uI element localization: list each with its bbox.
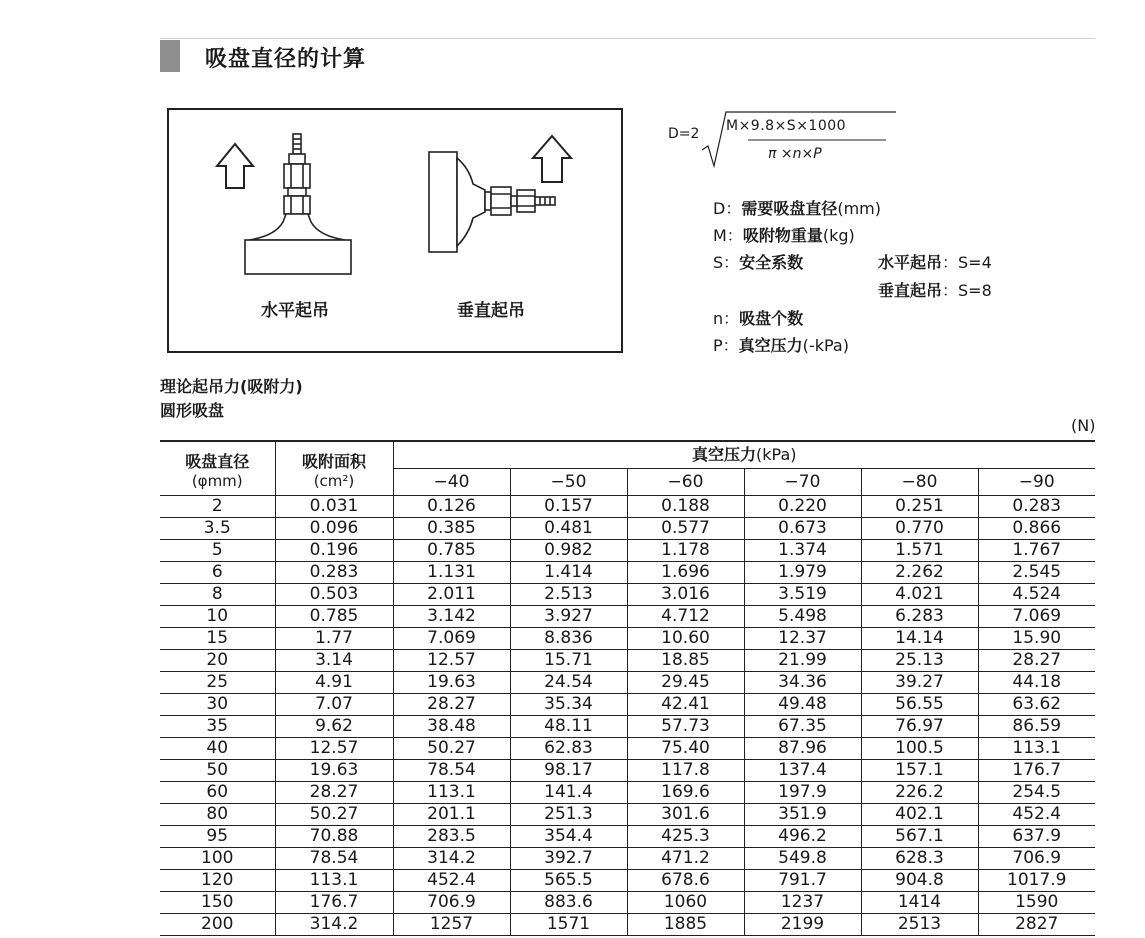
table-cell: 628.3 xyxy=(861,848,978,870)
table-cell: 2199 xyxy=(744,914,861,936)
table-cell: 25.13 xyxy=(861,650,978,672)
legend-n: n：吸盘个数 xyxy=(713,309,804,328)
table-cell: 2.011 xyxy=(393,584,510,606)
table-row xyxy=(160,892,1095,914)
table-cell: 9.62 xyxy=(275,716,393,738)
table-cell: 15.90 xyxy=(978,628,1095,650)
table-cell: 452.4 xyxy=(393,870,510,892)
table-cell: 1.374 xyxy=(744,540,861,562)
header-pressure-value: −60 xyxy=(627,469,744,496)
table-cell: 2513 xyxy=(861,914,978,936)
table-cell: 0.866 xyxy=(978,518,1095,540)
table-cell: 0.785 xyxy=(393,540,510,562)
legend-d: D：需要吸盘直径(mm) xyxy=(713,199,881,218)
table-cell: 392.7 xyxy=(510,848,627,870)
table-cell: 48.11 xyxy=(510,716,627,738)
table-cell: 3.142 xyxy=(393,606,510,628)
table-cell: 0.031 xyxy=(275,496,393,518)
table-cell: 150 xyxy=(160,892,275,914)
table-cell: 169.6 xyxy=(627,782,744,804)
table-cell: 0.503 xyxy=(275,584,393,606)
table-cell: 8.836 xyxy=(510,628,627,650)
table-cell: 0.481 xyxy=(510,518,627,540)
table-cell: 1.131 xyxy=(393,562,510,584)
table-cell: 0.385 xyxy=(393,518,510,540)
table-cell: 3.14 xyxy=(275,650,393,672)
section-subtitle: 圆形吸盘 xyxy=(160,401,225,420)
table-cell: 283.5 xyxy=(393,826,510,848)
table-cell: 50 xyxy=(160,760,275,782)
table-cell: 1.414 xyxy=(510,562,627,584)
table-cell: 549.8 xyxy=(744,848,861,870)
header-pressure-value: −90 xyxy=(978,469,1095,496)
table-row xyxy=(160,672,1095,694)
table-cell: 254.5 xyxy=(978,782,1095,804)
table-cell: 0.096 xyxy=(275,518,393,540)
table-cell: 19.63 xyxy=(275,760,393,782)
table-cell: 86.59 xyxy=(978,716,1095,738)
table-cell: 567.1 xyxy=(861,826,978,848)
table-row xyxy=(160,870,1095,892)
table-cell: 120 xyxy=(160,870,275,892)
table-cell: 78.54 xyxy=(393,760,510,782)
table-cell: 100.5 xyxy=(861,738,978,760)
table-cell: 1.767 xyxy=(978,540,1095,562)
legend-s-vertical: 垂直起吊：S=8 xyxy=(878,281,992,300)
table-cell: 0.982 xyxy=(510,540,627,562)
table-cell: 0.770 xyxy=(861,518,978,540)
table-cell: 402.1 xyxy=(861,804,978,826)
table-cell: 351.9 xyxy=(744,804,861,826)
table-row xyxy=(160,848,1095,870)
table-cell: 3.5 xyxy=(160,518,275,540)
table-row xyxy=(160,584,1095,606)
table-cell: 0.785 xyxy=(275,606,393,628)
table-cell: 80 xyxy=(160,804,275,826)
table-cell: 791.7 xyxy=(744,870,861,892)
table-cell: 7.069 xyxy=(393,628,510,650)
table-cell: 15 xyxy=(160,628,275,650)
table-cell: 301.6 xyxy=(627,804,744,826)
table-cell: 25 xyxy=(160,672,275,694)
table-cell: 60 xyxy=(160,782,275,804)
table-cell: 113.1 xyxy=(978,738,1095,760)
table-cell: 30 xyxy=(160,694,275,716)
title-accent-bar xyxy=(160,40,180,72)
table-cell: 0.283 xyxy=(275,562,393,584)
table-cell: 40 xyxy=(160,738,275,760)
table-cell: 28.27 xyxy=(275,782,393,804)
table-cell: 200 xyxy=(160,914,275,936)
table-cell: 4.021 xyxy=(861,584,978,606)
table-cell: 50.27 xyxy=(393,738,510,760)
top-rule xyxy=(160,38,1095,39)
table-cell: 226.2 xyxy=(861,782,978,804)
table-cell: 176.7 xyxy=(978,760,1095,782)
table-cell: 678.6 xyxy=(627,870,744,892)
table-cell: 251.3 xyxy=(510,804,627,826)
table-cell: 197.9 xyxy=(744,782,861,804)
table-cell: 12.57 xyxy=(393,650,510,672)
table-cell: 29.45 xyxy=(627,672,744,694)
table-cell: 7.069 xyxy=(978,606,1095,628)
table-cell: 176.7 xyxy=(275,892,393,914)
table-cell: 0.157 xyxy=(510,496,627,518)
table-cell: 6.283 xyxy=(861,606,978,628)
page-title: 吸盘直径的计算 xyxy=(205,47,367,72)
table-cell: 1017.9 xyxy=(978,870,1095,892)
header-pressure-value: −80 xyxy=(861,469,978,496)
table-cell: 1571 xyxy=(510,914,627,936)
table-cell: 1237 xyxy=(744,892,861,914)
table-row xyxy=(160,606,1095,628)
table-cell: 2.513 xyxy=(510,584,627,606)
vertical-cup-icon xyxy=(429,152,555,252)
table-row xyxy=(160,518,1095,540)
table-cell: 3.519 xyxy=(744,584,861,606)
table-cell: 49.48 xyxy=(744,694,861,716)
table-cell: 141.4 xyxy=(510,782,627,804)
table-cell: 354.4 xyxy=(510,826,627,848)
table-cell: 35.34 xyxy=(510,694,627,716)
table-cell: 5.498 xyxy=(744,606,861,628)
table-row xyxy=(160,804,1095,826)
formula-lhs: D=2 xyxy=(668,126,700,142)
table-cell: 50.27 xyxy=(275,804,393,826)
table-cell: 10.60 xyxy=(627,628,744,650)
table-cell: 1.178 xyxy=(627,540,744,562)
table-cell: 42.41 xyxy=(627,694,744,716)
table-cell: 12.37 xyxy=(744,628,861,650)
table-cell: 2.545 xyxy=(978,562,1095,584)
table-cell: 0.577 xyxy=(627,518,744,540)
table-cell: 471.2 xyxy=(627,848,744,870)
header-pressure-value: −40 xyxy=(393,469,510,496)
table-cell: 34.36 xyxy=(744,672,861,694)
suction-cup-diagram xyxy=(167,108,623,353)
table-cell: 70.88 xyxy=(275,826,393,848)
horizontal-cup-icon xyxy=(245,134,351,274)
table-cell: 0.126 xyxy=(393,496,510,518)
table-cell: 20 xyxy=(160,650,275,672)
table-cell: 0.251 xyxy=(861,496,978,518)
table-cell: 1.77 xyxy=(275,628,393,650)
legend-m: M：吸附物重量(kg) xyxy=(713,226,855,245)
table-cell: 7.07 xyxy=(275,694,393,716)
table-cell: 1.571 xyxy=(861,540,978,562)
table-cell: 706.9 xyxy=(393,892,510,914)
suction-force-table xyxy=(160,440,1095,936)
header-pressure: 真空压力(kPa) xyxy=(393,441,1095,469)
table-cell: 12.57 xyxy=(275,738,393,760)
table-cell: 1414 xyxy=(861,892,978,914)
table-cell: 883.6 xyxy=(510,892,627,914)
table-cell: 1257 xyxy=(393,914,510,936)
table-cell: 113.1 xyxy=(275,870,393,892)
table-cell: 0.220 xyxy=(744,496,861,518)
table-cell: 24.54 xyxy=(510,672,627,694)
table-cell: 56.55 xyxy=(861,694,978,716)
table-row xyxy=(160,738,1095,760)
table-cell: 137.4 xyxy=(744,760,861,782)
table-cell: 76.97 xyxy=(861,716,978,738)
table-cell: 6 xyxy=(160,562,275,584)
table-cell: 3.016 xyxy=(627,584,744,606)
horizontal-lift-label: 水平起吊 xyxy=(261,301,329,321)
header-diameter: 吸盘直径 (φmm) xyxy=(160,441,275,496)
table-cell: 3.927 xyxy=(510,606,627,628)
table-cell: 62.83 xyxy=(510,738,627,760)
table-cell: 4.712 xyxy=(627,606,744,628)
table-row xyxy=(160,914,1095,936)
table-cell: 1.696 xyxy=(627,562,744,584)
table-row xyxy=(160,826,1095,848)
table-row xyxy=(160,562,1095,584)
table-row xyxy=(160,628,1095,650)
table-cell: 57.73 xyxy=(627,716,744,738)
table-cell: 113.1 xyxy=(393,782,510,804)
table-row xyxy=(160,782,1095,804)
table-cell: 28.27 xyxy=(978,650,1095,672)
table-cell: 157.1 xyxy=(861,760,978,782)
table-cell: 28.27 xyxy=(393,694,510,716)
table-cell: 10 xyxy=(160,606,275,628)
table-cell: 4.91 xyxy=(275,672,393,694)
table-cell: 75.40 xyxy=(627,738,744,760)
table-cell: 98.17 xyxy=(510,760,627,782)
table-cell: 2827 xyxy=(978,914,1095,936)
table-cell: 565.5 xyxy=(510,870,627,892)
table-cell: 14.14 xyxy=(861,628,978,650)
table-cell: 314.2 xyxy=(275,914,393,936)
table-cell: 452.4 xyxy=(978,804,1095,826)
table-cell: 15.71 xyxy=(510,650,627,672)
table-cell: 35 xyxy=(160,716,275,738)
table-cell: 0.196 xyxy=(275,540,393,562)
legend-s: S：安全系数 xyxy=(713,253,804,272)
table-cell: 201.1 xyxy=(393,804,510,826)
formula-denominator: π ×n×P xyxy=(768,146,822,162)
table-cell: 44.18 xyxy=(978,672,1095,694)
table-row xyxy=(160,694,1095,716)
table-row xyxy=(160,716,1095,738)
header-pressure-value: −70 xyxy=(744,469,861,496)
table-cell: 2.262 xyxy=(861,562,978,584)
table-cell: 1060 xyxy=(627,892,744,914)
section-title: 理论起吊力(吸附力) xyxy=(160,377,303,396)
table-cell: 100 xyxy=(160,848,275,870)
table-cell: 39.27 xyxy=(861,672,978,694)
table-cell: 87.96 xyxy=(744,738,861,760)
header-area: 吸附面积 (cm²) xyxy=(275,441,393,496)
table-cell: 38.48 xyxy=(393,716,510,738)
table-cell: 21.99 xyxy=(744,650,861,672)
table-cell: 117.8 xyxy=(627,760,744,782)
table-cell: 67.35 xyxy=(744,716,861,738)
table-cell: 4.524 xyxy=(978,584,1095,606)
diameter-formula xyxy=(668,110,908,172)
up-arrow-icon xyxy=(217,144,253,188)
vertical-lift-label: 垂直起吊 xyxy=(457,301,525,321)
formula-numerator: M×9.8×S×1000 xyxy=(726,118,847,134)
table-cell: 1590 xyxy=(978,892,1095,914)
table-cell: 5 xyxy=(160,540,275,562)
table-row xyxy=(160,496,1095,518)
table-cell: 425.3 xyxy=(627,826,744,848)
table-cell: 0.283 xyxy=(978,496,1095,518)
table-cell: 637.9 xyxy=(978,826,1095,848)
table-cell: 8 xyxy=(160,584,275,606)
unit-label: (N) xyxy=(1071,416,1096,435)
table-cell: 1885 xyxy=(627,914,744,936)
table-cell: 314.2 xyxy=(393,848,510,870)
table-cell: 78.54 xyxy=(275,848,393,870)
table-cell: 2 xyxy=(160,496,275,518)
table-cell: 18.85 xyxy=(627,650,744,672)
legend-p: P：真空压力(-kPa) xyxy=(713,336,849,355)
table-cell: 0.673 xyxy=(744,518,861,540)
table-row xyxy=(160,760,1095,782)
table-cell: 706.9 xyxy=(978,848,1095,870)
table-row xyxy=(160,540,1095,562)
table-cell: 496.2 xyxy=(744,826,861,848)
table-cell: 63.62 xyxy=(978,694,1095,716)
table-cell: 95 xyxy=(160,826,275,848)
table-cell: 19.63 xyxy=(393,672,510,694)
suction-cup-illustration xyxy=(169,110,621,351)
legend-s-horizontal: 水平起吊：S=4 xyxy=(878,253,992,272)
table-cell: 0.188 xyxy=(627,496,744,518)
header-pressure-value: −50 xyxy=(510,469,627,496)
table-cell: 904.8 xyxy=(861,870,978,892)
table-row xyxy=(160,650,1095,672)
table-cell: 1.979 xyxy=(744,562,861,584)
up-arrow-icon xyxy=(533,136,571,182)
